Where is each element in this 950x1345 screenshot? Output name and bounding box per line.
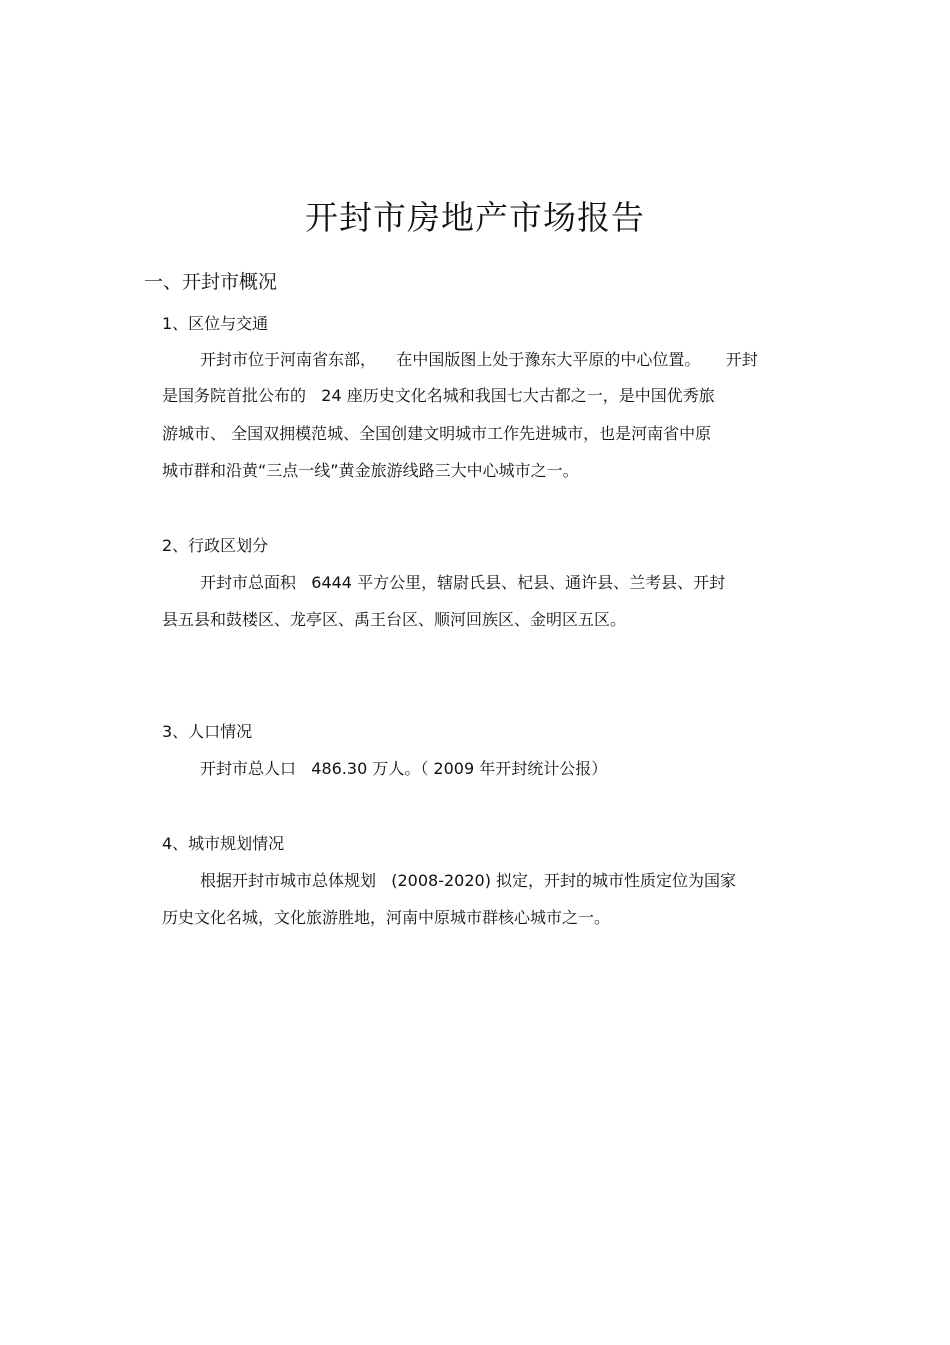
section-heading-overview: 一、开封市概况 (144, 271, 278, 293)
subsection-heading-location: 1、区位与交通 (162, 314, 269, 333)
location-paragraph-line: 游城市、 全国双拥模范城、全国创建文明城市工作先进城市，也是河南省中原 (162, 424, 712, 443)
planning-paragraph-line: 根据开封市城市总体规划 (2008-2020) 拟定，开封的城市性质定位为国家 (200, 871, 737, 890)
document-title: 开封市房地产市场报告 (305, 198, 645, 237)
population-paragraph-line: 开封市总人口 486.30 万人。（ 2009 年开封统计公报） (200, 759, 608, 778)
subsection-heading-planning: 4、城市规划情况 (162, 834, 285, 853)
subsection-heading-population: 3、人口情况 (162, 722, 253, 741)
administrative-paragraph-line: 开封市总面积 6444 平方公里，辖尉氏县、杞县、通许县、兰考县、开封 (200, 573, 726, 592)
location-paragraph-line: 开封市位于河南省东部， 在中国版图上处于豫东大平原的中心位置。 开封 (200, 350, 758, 369)
subsection-heading-administrative: 2、行政区划分 (162, 536, 269, 555)
planning-paragraph-line: 历史文化名城，文化旅游胜地，河南中原城市群核心城市之一。 (162, 908, 611, 927)
location-paragraph-line: 城市群和沿黄“三点一线”黄金旅游线路三大中心城市之一。 (162, 461, 579, 480)
administrative-paragraph-line: 县五县和鼓楼区、龙亭区、禹王台区、顺河回族区、金明区五区。 (162, 610, 627, 629)
location-paragraph-line: 是国务院首批公布的 24 座历史文化名城和我国七大古都之一，是中国优秀旅 (162, 386, 715, 405)
